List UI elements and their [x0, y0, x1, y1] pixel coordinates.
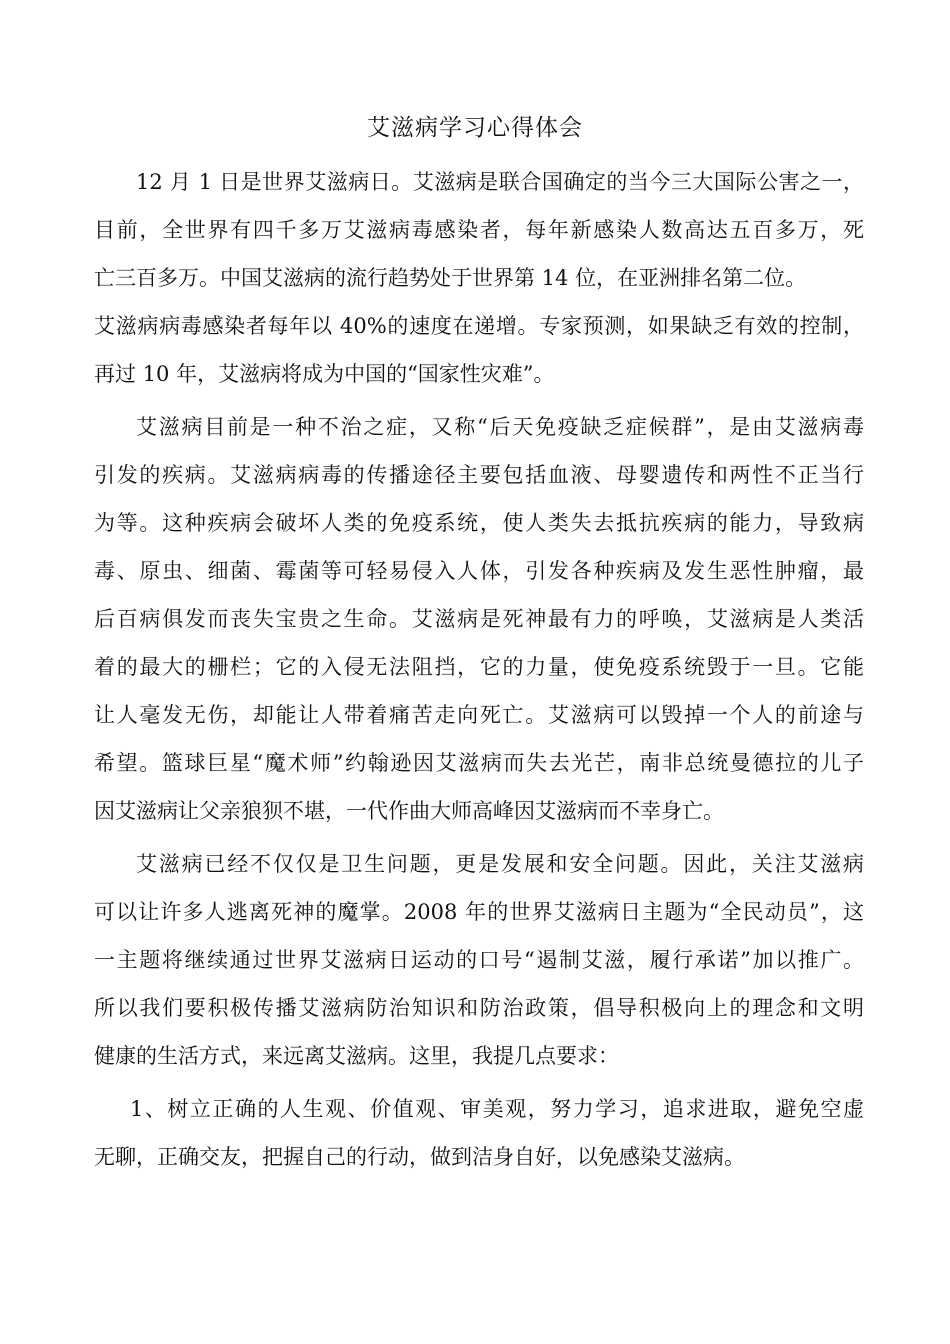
- document-body: [94, 158, 864, 1181]
- paragraph-world-aids-day: [94, 158, 864, 302]
- paragraph-disease-description: [94, 403, 864, 835]
- paragraph-line: 可以让许多人逃离死神的魔掌。2008 年的世界艾滋病日主题为“全民动员”，这: [94, 900, 864, 924]
- paragraph-line: 12 月 1 日是世界艾滋病日。艾滋病是联合国确定的当今三大国际公害之一，: [136, 170, 864, 194]
- paragraph-line: 所以我们要积极传播艾滋病防治知识和防治政策，倡导积极向上的理念和文明: [94, 996, 864, 1020]
- paragraph-line: 艾滋病病毒感染者每年以 40%的速度在递增。专家预测，如果缺乏有效的控制，: [94, 314, 864, 338]
- paragraph-line: 艾滋病目前是一种不治之症，又称“后天免疫缺乏症候群”，是由艾滋病毒: [136, 415, 864, 439]
- paragraph-line: 着的最大的栅栏；它的入侵无法阻挡，它的力量，使免疫系统毁于一旦。它能: [94, 655, 864, 679]
- document-title: 艾滋病学习心得体会: [367, 115, 583, 141]
- paragraph-line: 一主题将继续通过世界艾滋病日运动的口号“遏制艾滋，履行承诺”加以推广。: [94, 948, 864, 972]
- paragraph-line: 再过 10 年，艾滋病将成为中国的“国家性灾难”。: [94, 362, 555, 386]
- paragraph-line: 艾滋病已经不仅仅是卫生问题，更是发展和安全问题。因此，关注艾滋病: [136, 852, 864, 876]
- paragraph-line: 无聊，正确交友，把握自己的行动，做到洁身自好，以免感染艾滋病。: [94, 1145, 745, 1169]
- paragraph-line: 亡三百多万。中国艾滋病的流行趋势处于世界第 14 位，在亚洲排名第二位。: [94, 266, 807, 290]
- paragraph-line: 让人毫发无伤，却能让人带着痛苦走向死亡。艾滋病可以毁掉一个人的前途与: [94, 703, 864, 727]
- paragraph-infection-growth: [94, 302, 864, 398]
- paragraph-line: 为等。这种疾病会破坏人类的免疫系统，使人类失去抵抗疾病的能力，导致病: [94, 511, 864, 535]
- paragraph-line: 希望。篮球巨星“魔术师”约翰逊因艾滋病而失去光芒，南非总统曼德拉的儿子: [94, 751, 864, 775]
- paragraph-development-security: [94, 840, 864, 1080]
- paragraph-line: 因艾滋病让父亲狼狈不堪，一代作曲大师高峰因艾滋病而不幸身亡。: [94, 799, 724, 823]
- paragraph-line: 目前，全世界有四千多万艾滋病毒感染者，每年新感染人数高达五百多万，死: [94, 218, 864, 242]
- paragraph-line: 毒、原虫、细菌、霉菌等可轻易侵入人体，引发各种疾病及发生恶性肿瘤，最: [94, 559, 864, 583]
- paragraph-line: 健康的生活方式，来远离艾滋病。这里，我提几点要求：: [94, 1044, 619, 1068]
- paragraph-line: 后百病俱发而丧失宝贵之生命。艾滋病是死神最有力的呼唤，艾滋病是人类活: [94, 607, 864, 631]
- paragraph-line: 引发的疾病。艾滋病病毒的传播途径主要包括血液、母婴遗传和两性不正当行: [94, 463, 864, 487]
- paragraph-line: 1、树立正确的人生观、价值观、审美观，努力学习，追求进取，避免空虚: [130, 1097, 864, 1121]
- paragraph-requirement-1: [94, 1085, 864, 1181]
